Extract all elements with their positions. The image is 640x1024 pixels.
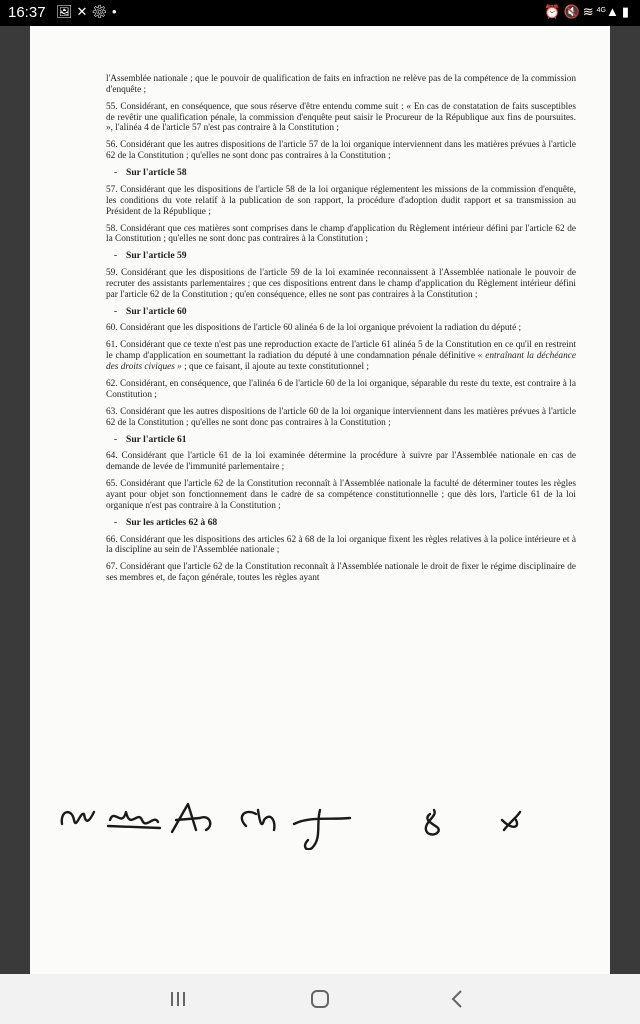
paragraph: 55. Considérant, en conséquence, que sous réserve d'être entendu comme suit : « En cas de constatation de faits susceptibles de revêtir une qualification pénale, la commission d'enquête peut saisir le Procureur de la République aux fins de poursuites. », l'alinéa 4 de l'article 57 n'est pas contraire à la Constitution ; — [106, 101, 576, 134]
paragraph: 56. Considérant que les autres dispositions de l'article 57 de la loi organique interviennent dans les matières prévues à l'article 62 de la Constitution ; qu'elles ne sont donc pas contraires à la Constitution ; — [106, 140, 576, 162]
paragraph — [106, 340, 576, 372]
status-bar — [0, 0, 640, 26]
heading-dash: - — [114, 167, 118, 179]
system-icons — [544, 4, 632, 20]
back-button[interactable] — [428, 982, 488, 1016]
section-heading — [114, 168, 576, 179]
paragraph: 65. Considérant que l'article 62 de la Constitution reconnaît à l'Assemblée nationale la faculté de déterminer toutes les règles ayant pour objet son fonctionnement dans le cadre de sa compétence constitutionnelle ; que dès lors, l'article 61 de la loi organique n'est pas contraire à la Constitution ; — [106, 479, 576, 511]
paragraph-part: 61. Considérant que ce texte n'est pas une reproduction exacte de l'article 61 alinéa 5 de la Constitution en ce qu'il en restreint le champ d'application en soumettant la radiation du député à une condamnation pénale définitive — [106, 340, 576, 362]
recent-apps-button[interactable] — [148, 982, 208, 1016]
heading-dash: - — [114, 250, 118, 262]
section-heading — [114, 518, 576, 529]
paragraph: 62. Considérant, en conséquence, que l'alinéa 6 de l'article 60 de la loi organique, séparable du reste du texte, est contraire à la Constitution ; — [106, 379, 576, 400]
status-time: 16:37 — [8, 4, 46, 21]
paragraph: 58. Considérant que ces matières sont comprises dans le champ d'application du Règlement intérieur défini par l'article 62 de la Constitution ; qu'elles ne sont donc pas contraires à la Constitution ; — [106, 223, 576, 245]
paragraph: 59. Considérant que les dispositions de l'article 59 de la loi examinée reconnaissent à l'Assemblée nationale le pouvoir de recruter des assistants parlementaires ; que ces dispositions entrent dans le champ d'application du Règlement intérieur défini par l'article 62 de la Constitution ; qu'en conséquence, elles ne sont pas contraires à la Constitution ; — [106, 268, 576, 300]
alarm-icon: ⏰ — [544, 4, 564, 19]
heading-text: Sur l'article 61 — [126, 433, 187, 445]
handwritten-signatures — [50, 790, 570, 850]
quoted-text: « entraînant la déchéance des droits civiques » — [106, 351, 576, 373]
document-viewer[interactable] — [0, 26, 640, 974]
section-heading — [114, 435, 576, 446]
notification-icons — [56, 4, 121, 20]
battery-icon: ▮ — [621, 4, 632, 19]
home-icon — [309, 988, 331, 1010]
wifi-icon: ≋ — [582, 4, 597, 19]
navigation-bar — [0, 974, 640, 1024]
heading-dash: - — [114, 305, 118, 317]
paragraph: 64. Considérant que l'article 61 de la loi examinée détermine la procédure à suivre par l'Assemblée nationale en cas de demande de levée de l'immunité parlementaire ; — [106, 451, 576, 473]
document-page — [30, 26, 610, 974]
heading-text: Sur l'article 58 — [126, 167, 187, 179]
paragraph: 63. Considérant que les autres dispositions de l'article 60 de la loi organique interviennent dans les matières prévues à l'article 62 de la Constitution ; qu'elles ne sont donc pas contraires à la Constitution ; — [106, 406, 576, 428]
heading-dash: - — [114, 433, 118, 445]
section-heading — [114, 251, 576, 262]
heading-text: Sur l'article 60 — [126, 305, 187, 317]
dot-icon: • — [111, 4, 121, 19]
recent-apps-icon — [167, 988, 189, 1010]
section-heading — [114, 307, 576, 318]
paragraph: 57. Considérant que les dispositions de l'article 58 de la loi organique réglementent les missions de la commission d'enquête, les conditions du vote relatif à la publication de son rapport, la procédure d'adoption dudit rapport et sa transmission au Président de la République ; — [106, 184, 576, 217]
home-button[interactable] — [290, 982, 350, 1016]
signal-icon: ▲ — [605, 4, 622, 19]
heading-text: Sur les articles 62 à 68 — [126, 516, 218, 528]
paragraph: 60. Considérant que les dispositions de l'article 60 alinéa 6 de la loi organique prévoient la radiation du député ; — [106, 323, 522, 334]
mute-icon: 🔇 — [563, 4, 583, 19]
paragraph: 67. Considérant que l'article 62 de la Constitution reconnaît à l'Assemblée nationale le droit de fixer le régime disciplinaire de ses membres et, de façon générale, toutes les règles ayant — [106, 562, 576, 584]
gear-icon: ⚙ — [91, 4, 112, 19]
document-text — [106, 74, 576, 590]
close-icon: ✕ — [76, 4, 92, 19]
heading-dash: - — [114, 516, 118, 528]
back-icon — [447, 988, 469, 1010]
paragraph-part: ; que ce faisant, il ajoute au texte constitutionnel ; — [181, 362, 370, 373]
heading-text: Sur l'article 59 — [126, 250, 187, 262]
paragraph: 66. Considérant que les dispositions des articles 62 à 68 de la loi organique fixent les règles relatives à la police intérieure et à la discipline au sein de l'Assemblée nationale ; — [106, 534, 576, 556]
paragraph: l'Assemblée nationale ; que le pouvoir de qualification de faits en infraction ne relève pas de la compétence de la commission d'enquête ; — [106, 74, 576, 95]
image-icon: 🖼 — [56, 4, 77, 19]
network-label: 4G — [596, 7, 606, 14]
